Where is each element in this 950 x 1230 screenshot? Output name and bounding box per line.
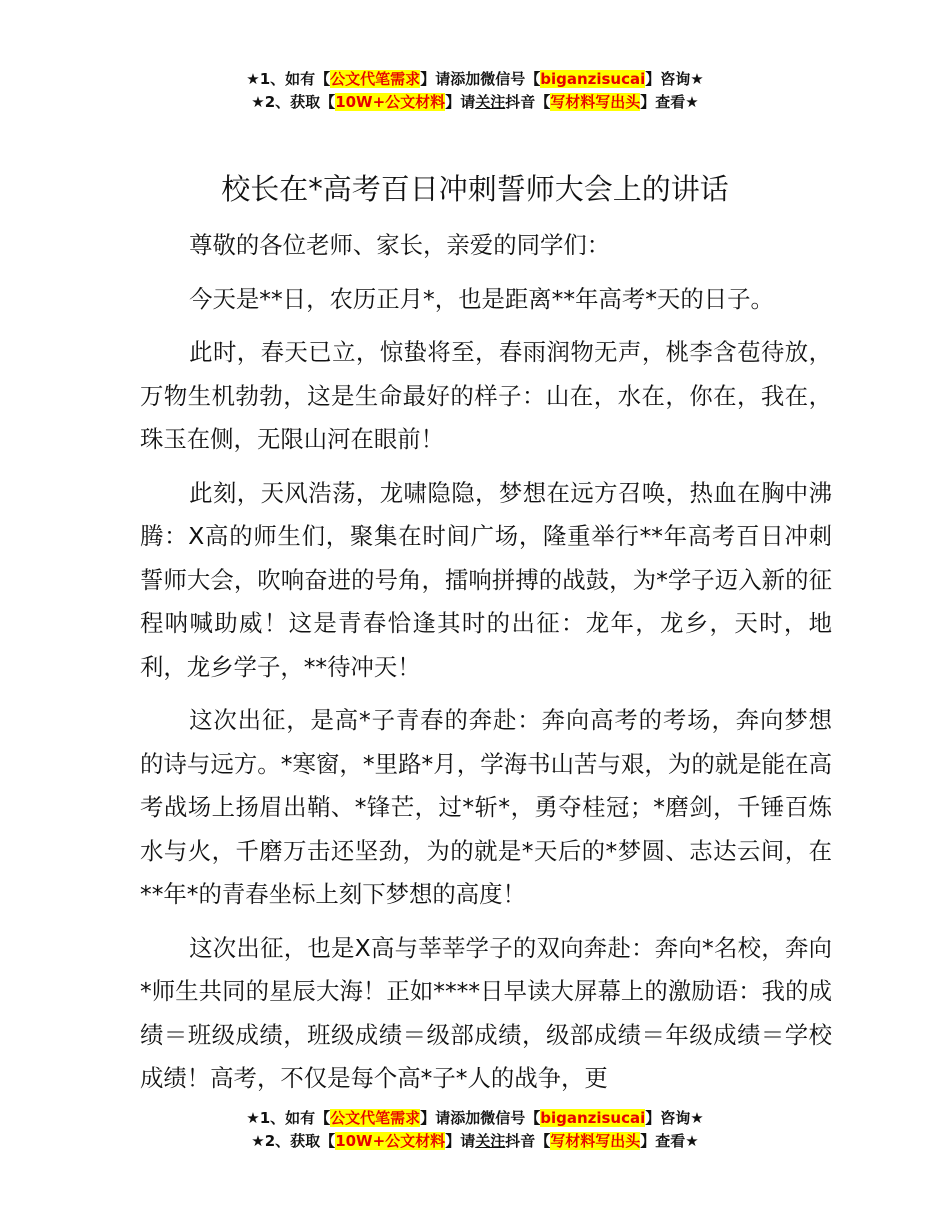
promo-text: 】查看★ xyxy=(640,1132,699,1150)
paragraph: 此刻，天风浩荡，龙啸隐隐，梦想在远方召唤，热血在胸中沸腾：X高的师生们，聚集在时间广场，隆重举行**年高考百日冲刺誓师大会，吹响奋进的号角，擂响拼搏的战鼓，为*学子迈入新的征程呐喊助威！这是青春恰逢其时的出征：龙年，龙乡，天时，地利，龙乡学子，**待冲天！ xyxy=(140,478,832,681)
promo-douyin-account: 写材料写出头 xyxy=(550,1132,641,1150)
paragraph-salutation: 尊敬的各位老师、家长，亲爱的同学们： xyxy=(189,231,611,259)
promo-text: ★2、获取【 xyxy=(251,1132,336,1150)
promo-highlight: 10W+公文材料 xyxy=(335,1132,446,1150)
promo-text: 】请 xyxy=(445,93,476,111)
promo-text: 】咨询★ xyxy=(645,1109,704,1127)
header-promo xyxy=(0,68,950,114)
promo-text: 抖音【 xyxy=(505,1132,551,1150)
promo-line-1 xyxy=(0,1107,950,1130)
promo-highlight: 公文代笔需求 xyxy=(330,70,421,88)
promo-text: 】请 xyxy=(445,1132,476,1150)
footer-promo xyxy=(0,1107,950,1153)
promo-text: 抖音【 xyxy=(505,93,551,111)
promo-underlined: 关注 xyxy=(475,93,506,111)
promo-text: ★2、获取【 xyxy=(251,93,336,111)
promo-line-2 xyxy=(0,91,950,114)
promo-highlight: 公文代笔需求 xyxy=(330,1109,421,1127)
promo-text: ★1、如有【 xyxy=(246,70,331,88)
promo-text: 】查看★ xyxy=(640,93,699,111)
paragraph: 这次出征，是高*子青春的奔赴：奔向高考的考场，奔向梦想的诗与远方。*寒窗，*里路*月，学海书山苦与艰，为的就是能在高考战场上扬眉出鞘、*锋芒，过*斩*，勇夺桂冠；*磨剑，千锤百炼水与火，千磨万击还坚劲，为的就是*天后的*梦圆、志达云间，在**年*的青春坐标上刻下梦想的高度！ xyxy=(140,706,832,908)
promo-line-1 xyxy=(0,68,950,91)
promo-line-2 xyxy=(0,1130,950,1153)
promo-wechat-id: biganzisucai xyxy=(540,70,646,88)
promo-douyin-account: 写材料写出头 xyxy=(550,93,641,111)
promo-text: ★1、如有【 xyxy=(246,1109,331,1127)
paragraph: 今天是**日，农历正月*，也是距离**年高考*天的日子。 xyxy=(189,284,774,313)
promo-text: 】咨询★ xyxy=(645,70,704,88)
promo-wechat-id: biganzisucai xyxy=(540,1109,646,1127)
promo-text: 】请添加微信号【 xyxy=(420,1109,541,1127)
document-title: 校长在*高考百日冲刺誓师大会上的讲话 xyxy=(221,172,729,206)
paragraph: 这次出征，也是X高与莘莘学子的双向奔赴：奔向*名校，奔向*师生共同的星辰大海！正如****日早读大屏幕上的激励语：我的成绩＝班级成绩，班级成绩＝级部成绩，级部成绩＝年级成绩＝学校成绩！高考，不仅是每个高*子*人的战争，更 xyxy=(140,933,832,1092)
promo-underlined: 关注 xyxy=(475,1132,506,1150)
promo-highlight: 10W+公文材料 xyxy=(335,93,446,111)
promo-text: 】请添加微信号【 xyxy=(420,70,541,88)
document-body xyxy=(140,224,832,1101)
paragraph: 此时，春天已立，惊蛰将至，春雨润物无声，桃李含苞待放，万物生机勃勃，这是生命最好的样子：山在，水在，你在，我在，珠玉在侧，无限山河在眼前！ xyxy=(140,338,832,453)
